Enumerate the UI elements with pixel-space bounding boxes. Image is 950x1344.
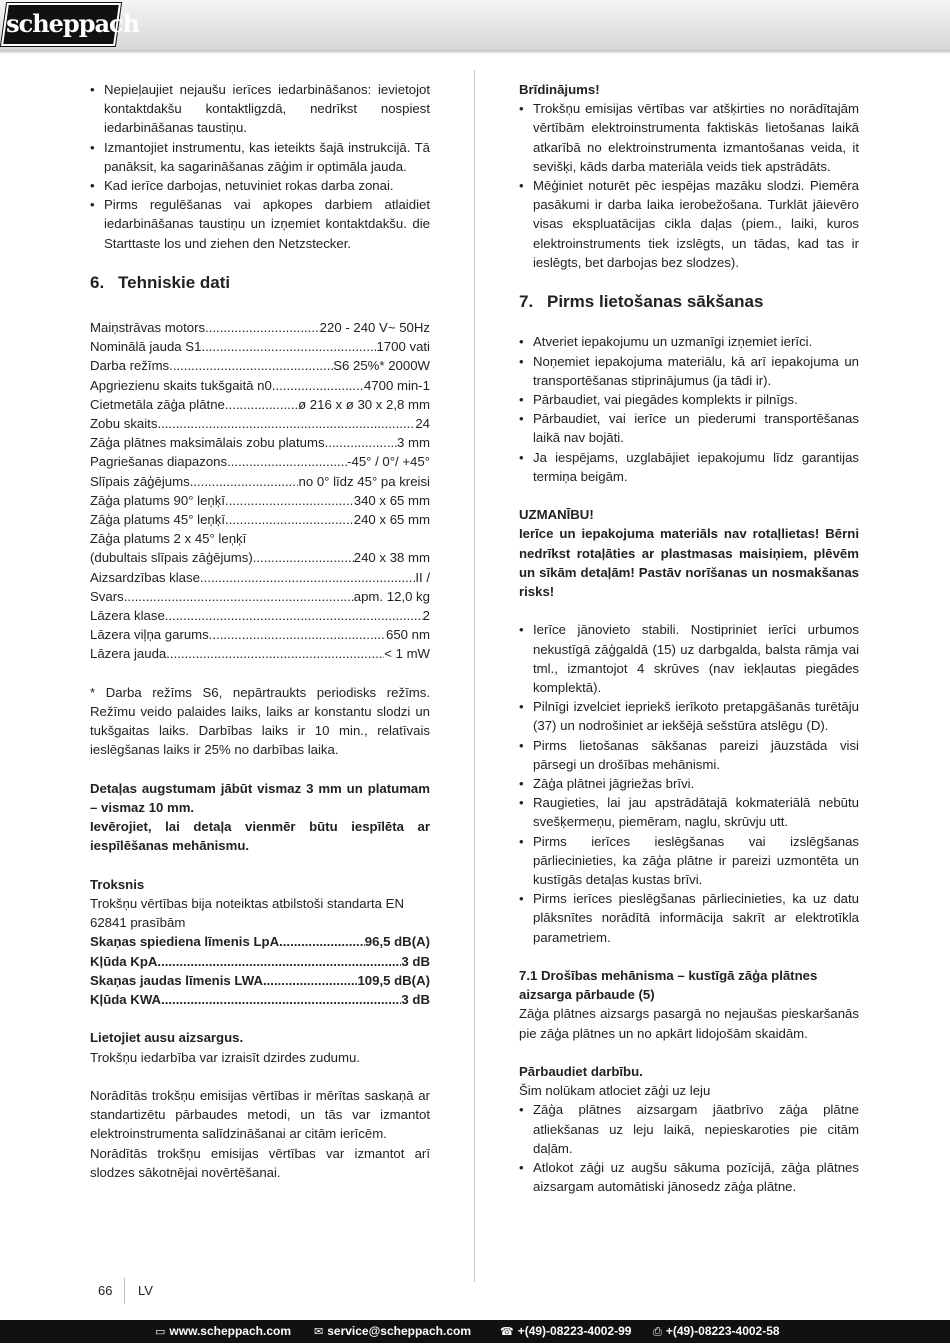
- list-item: • Pirms ierīces ieslēgšanas vai izslēgšanas pārliecinieties, ka zāģa plātne ir pareizi uzmontēta un kustīgās detaļas kustas brīvi.: [519, 832, 859, 890]
- footnote: * Darba režīms S6, nepārtraukts periodisks režīms. Režīmu veido palaides laiks, laiks ar konstantu slodzi un tukšgaitas laiks. Darbības laiks ir 10 min., relatīvais ieslēgšanas laiks ir 25% no darbības laika.: [90, 684, 430, 758]
- list-item: • Pirms regulēšanas vai apkopes darbiem atlaidiet iedarbināšanas taustiņu un izņemiet kontaktdakšu. die Starttaste los und ziehen den Netzstecker.: [90, 195, 430, 253]
- spec-table: [90, 318, 430, 664]
- list-item: • Zāģa plātnes aizsargam jāatbrīvo zāģa plātne atliekšanas uz leju laikā, nepieskaroties pie citām daļām.: [519, 1100, 859, 1158]
- list-item: • Trokšņu emisijas vērtības var atšķirties no norādītajām vērtībām elektroinstrumenta faktiskās lietošanas laikā atkarībā no elektroinstrumenta izmantošanas veida, it sevišķi, kāds darba materiāla veids tiek apstrādāts.: [519, 99, 859, 176]
- header-shadow: [0, 50, 950, 54]
- footer-email[interactable]: ✉ service@scheppach.com: [314, 1324, 471, 1338]
- warning-heading: Brīdinājums!: [519, 82, 600, 97]
- spec-row: Lāzera viļņa garums ..... 650 nm: [90, 625, 430, 644]
- fax-icon: ⎙: [653, 1326, 662, 1338]
- list-item: • Nepieļaujiet nejaušu ierīces iedarbināšanos: ievietojot kontaktdakšu kontaktligzdā, nedrīkst nospiest iedarbināšanas taustiņu.: [90, 80, 430, 138]
- spec-row: Cietmetāla zāģa plātne ..... ø 216 x ø 30 x 2,8 mm: [90, 395, 430, 414]
- brand-logo: scheppach: [1, 3, 121, 46]
- spec-row: Skaņas jaudas līmenis LWA ..... 109,5 dB(A): [90, 971, 430, 990]
- spec-row: Zāģa platums 90° leņķī ..... 340 x 65 mm: [90, 491, 430, 510]
- spec-row: Lāzera jauda ..... < 1 mW: [90, 644, 430, 663]
- list-item: • Ierīce jānovieto stabili. Nostipriniet ierīci urbumos nekustīgā zāģgaldā (15) uz darbgalda, balsta rāmja vai tml., izmantojot 4 skrūves (nav iekļautas piegādes komplektā).: [519, 620, 859, 697]
- spec-row: Zobu skaits ..... 24: [90, 414, 430, 433]
- noise-spec-table: [90, 932, 430, 1009]
- right-column: [519, 80, 859, 1196]
- spec-row: Apgriezienu skaits tukšgaitā n0 ..... 4700 min-1: [90, 376, 430, 395]
- list-item: • Pārbaudiet, vai piegādes komplekts ir pilnīgs.: [519, 390, 859, 409]
- attention-heading: UZMANĪBU!: [519, 507, 594, 523]
- list-item: • Raugieties, lai jau apstrādātajā kokmateriālā nebūtu svešķermeņu, piemēram, naglu, skrūvju utt.: [519, 793, 859, 831]
- spec-row: (dubultais slīpais zāģējums) ..... 240 x 38 mm: [90, 548, 430, 567]
- warning-bullet-list: [519, 99, 859, 272]
- spec-row: Nominālā jauda S1 ..... 1700 vati: [90, 337, 430, 356]
- page-number: 66: [98, 1283, 113, 1298]
- language-code: LV: [138, 1283, 153, 1298]
- list-item: • Izmantojiet instrumentu, kas ieteikts šajā instrukcijā. Tā panāksit, ka sagarināšanas zāģim ir optimāla jauda.: [90, 138, 430, 176]
- list-item: • Atveriet iepakojumu un uzmanīgi izņemiet ierīci.: [519, 332, 859, 351]
- check-bullet-list: [519, 1100, 859, 1196]
- list-item: • Zāģa plātnei jāgriežas brīvi.: [519, 774, 859, 793]
- spec-row: Darba režīms ..... S6 25%* 2000W: [90, 356, 430, 375]
- footer-phone[interactable]: ☎ +(49)-08223-4002-99: [500, 1324, 632, 1338]
- spec-row: Zāģa plātnes maksimālais zobu platums ..... 3 mm: [90, 433, 430, 452]
- safety-bullet-list: [90, 80, 430, 253]
- list-item: • Pilnīgi izvelciet iepriekš ierīkoto pretapgāšanās turētāju (37) un nodrošiniet ar iekšējā sešstūra atslēgu (D).: [519, 697, 859, 735]
- check-text: Šim nolūkam atlociet zāģi uz leju: [519, 1083, 711, 1099]
- spec-row: Kļūda KpA ..... 3 dB: [90, 952, 430, 971]
- spec-row: Maiņstrāvas motors ..... 220 - 240 V~ 50Hz: [90, 318, 430, 337]
- section-heading-7: 7. Pirms lietošanas sākšanas: [519, 292, 764, 312]
- attention-text: Ierīce un iepakojuma materiāls nav rotaļlietas! Bērni nedrīkst rotaļāties ar plastmasas maisiņiem, plēvēm un sīkām detaļām! Pastāv norīšanas un nosmakšanas risks!: [519, 526, 859, 600]
- spec-row: Aizsardzības klase ..... II /: [90, 568, 430, 587]
- list-item: • Mēģiniet noturēt pēc iespējas mazāku slodzi. Piemēra pasākumi ir darba laika ierobežošana. Turklāt jāievēro visas ekspluatācijas cikla daļas (piem., laiki, kuros elektroinstruments tiek izslēgts, un tādas, kad tas ir ieslēgts, bet darbojas bez slodzes).: [519, 176, 859, 272]
- subsection-heading-7-1: 7.1 Drošības mehānisma – kustīgā zāģa plātnes aizsarga pārbaude (5): [519, 968, 818, 1003]
- subsection-text: Zāģa plātnes aizsargs pasargā no nejaušas pieskaršanās pie zāģa plātnes un no apkārt lidojošām skaidām.: [519, 1006, 859, 1041]
- spec-row: Svars ..... apm. 12,0 kg: [90, 587, 430, 606]
- envelope-icon: ✉: [314, 1326, 324, 1338]
- workpiece-note: Detaļas augstumam jābūt vismaz 3 mm un platumam – vismaz 10 mm.: [90, 780, 430, 816]
- clamp-note: Ievērojiet, lai detaļa vienmēr būtu iespīlēta ar iespīlēšanas mehānismu.: [90, 819, 430, 854]
- list-item: • Atlokot zāģi uz augšu sākuma pozīcijā, zāģa plātnes aizsargam automātiski jānosedz zāģa plātne.: [519, 1158, 859, 1196]
- monitor-icon: ▭: [155, 1326, 166, 1338]
- spec-row: Skaņas spiediena līmenis LpA ..... 96,5 dB(A): [90, 932, 430, 951]
- check-heading: Pārbaudiet darbību.: [519, 1064, 643, 1080]
- footer-fax: ⎙ +(49)-08223-4002-58: [653, 1324, 780, 1338]
- phone-icon: ☎: [500, 1326, 514, 1338]
- footer-web[interactable]: ▭ www.scheppach.com: [155, 1324, 291, 1338]
- list-item: • Pirms lietošanas sākšanas pareizi jāuzstāda visi pārsegi un drošības mehānismi.: [519, 736, 859, 774]
- footer-bar: [0, 1320, 950, 1343]
- spec-row: Zāģa platums 2 x 45° leņķī: [90, 531, 247, 547]
- section-heading-6: 6. Tehniskie dati: [90, 273, 231, 293]
- prep-bullet-list: [519, 332, 859, 486]
- spec-row: Slīpais zāģējums ..... no 0° līdz 45° pa kreisi: [90, 472, 430, 491]
- noise-text: Trokšņu vērtības bija noteiktas atbilstoši standarta EN 62841 prasībām: [90, 896, 404, 931]
- column-divider: [474, 70, 475, 1282]
- left-column: [90, 80, 430, 1182]
- noise-heading: Troksnis: [90, 876, 145, 892]
- list-item: • Kad ierīce darbojas, netuviniet rokas darba zonai.: [90, 176, 430, 195]
- list-item: • Noņemiet iepakojuma materiālu, kā arī iepakojuma un transportēšanas stiprinājumus (ja tādi ir).: [519, 352, 859, 390]
- spec-row: Zāģa platums 45° leņķī ..... 240 x 65 mm: [90, 510, 430, 529]
- page-number-divider: [124, 1278, 125, 1304]
- header-bar: [0, 0, 950, 51]
- list-item: • Pārbaudiet, vai ierīce un piederumi transportēšanas laikā nav bojāti.: [519, 409, 859, 447]
- setup-bullet-list: [519, 620, 859, 946]
- spec-row: Lāzera klase ..... 2: [90, 606, 430, 625]
- list-item: • Ja iespējams, uzglabājiet iepakojumu līdz garantijas termiņa beigām.: [519, 448, 859, 486]
- spec-row: Pagriešanas diapazons ..... -45° / 0°/ +45°: [90, 452, 430, 471]
- spec-row: Kļūda KWA ..... 3 dB: [90, 990, 430, 1009]
- ear-protection-heading: Lietojiet ausu aizsargus.: [90, 1030, 244, 1046]
- emission-paragraph: Norādītās trokšņu emisijas vērtības ir mērītas saskaņā ar standartizētu pārbaudes metodi, un tās var izmantot elektroinstrumenta salīdzināšanai ar citām ierīcēm.: [90, 1088, 430, 1142]
- list-item: • Pirms ierīces pieslēgšanas pārliecinieties, ka uz datu plāksnītes norādītā informācija sakrīt ar elektrotīkla parametriem.: [519, 889, 859, 947]
- emission-paragraph-2: Norādītās trokšņu emisijas vērtības var izmantot arī slodzes sākotnējai novērtēšanai.: [90, 1145, 430, 1180]
- ear-protection-text: Trokšņu iedarbība var izraisīt dzirdes zudumu.: [90, 1049, 360, 1065]
